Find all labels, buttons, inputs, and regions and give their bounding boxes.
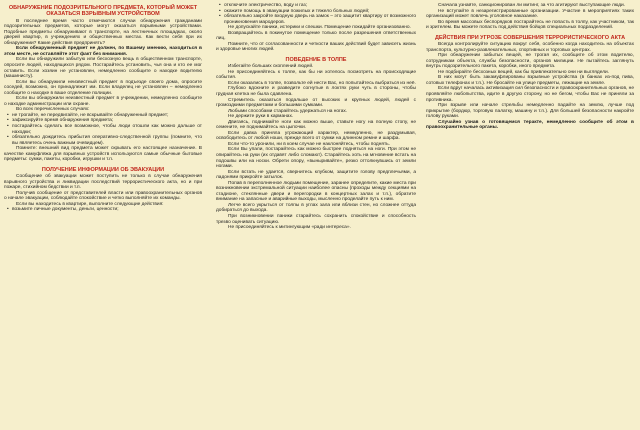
paragraph: Глубоко вдохните и разведите согнутые в локтях руки чуть в стороны, чтобы грудная клетка не была сдавлена. bbox=[216, 86, 416, 97]
paragraph: Не допускайте паники, истерики и спешки. Помещение покидайте организованно. bbox=[228, 25, 411, 31]
heading-suspicious-object: ОБНАРУЖЕНИЕ ПОДОЗРИТЕЛЬНОГО ПРЕДМЕТА, КОТОРЫЙ МОЖЕТ ОКАЗАТЬСЯ ВЗРЫВНЫМ УСТРОЙСТВОМ bbox=[8, 5, 198, 18]
heading-evacuation: ПОЛУЧЕНИЕ ИНФОРМАЦИИ ОБ ЭВАКУАЦИИ bbox=[41, 166, 165, 173]
paragraph: Стремитесь оказаться подальше от высоких и крупных людей, людей с громоздкими предметами и большими сумками. bbox=[216, 97, 416, 109]
paragraph: Если вы обнаружили неизвестный предмет в подъезде своего дома, опросите соседей, возможно, он принадлежит им. Если владелец не установлен – немедленно сообщите о находке в ваше отделение полиции. bbox=[4, 79, 202, 96]
heading-crowd-behavior: ПОВЕДЕНИЕ В ТОЛПЕ bbox=[285, 56, 347, 63]
paragraph: Если вы обнаружили неизвестный предмет в учреждении, немедленно сообщите о находке администрации или охране. bbox=[4, 96, 202, 107]
paragraph: Сообщение об эвакуации может поступить не только в случае обнаружения взрывного устройства и ликвидации последствий террористического акта, но и при пожаре, стихийном бедствии и т.п. bbox=[4, 174, 202, 191]
paragraph: Легче всего укрыться от толпы в углах зала или вблизи стен, но сложнее оттуда добираться до выхода. bbox=[216, 202, 416, 214]
paragraph: Если оказались в толпе, позвольте ей нести Вас, но попытайтесь выбраться из неё. bbox=[228, 80, 416, 86]
list-item: • окажите помощь в эвакуации пожилых и тяжело больных людей; bbox=[216, 9, 416, 15]
list-item: • обязательно закройте входную дверь на замок – это защитит квартиру от возможного проникновения мародеров. bbox=[216, 14, 416, 25]
paragraph: В последнее время часто отмечаются случаи обнаружения гражданами подозрительных предметов, которые могут оказаться взрывными устройствами. Подобные предметы обнаруживают в транспорте, на лестничных площадках, около дверей квартир, в учреждениях и общественных местах. Как вести себя при их обнаружении? Какие действия предпринять? bbox=[4, 18, 202, 46]
list-item: • зафиксируйте время обнаружения предмета; bbox=[4, 118, 202, 124]
paragraph: Если вы находитесь в квартире, выполните следующие действия: bbox=[16, 201, 164, 207]
paragraph: Избегайте больших скоплений людей. bbox=[228, 64, 314, 70]
paragraph: Не присоединяйтесь к митингующим «ради интереса». bbox=[228, 225, 351, 231]
paragraph: Если давка приняла угрожающий характер, немедленно, не раздумывая, освободитесь от любой ноши, прежде всего от сумки на длинном ремне и шарфа. bbox=[216, 130, 416, 142]
list-item: • возьмите личные документы, деньги, ценности; bbox=[4, 207, 202, 213]
paragraph: Если Вы упали, постарайтесь как можно быстрее подняться на ноги. При этом не опирайтесь на руки (их отдавят либо сломают). Старайтесь хоть на мгновение встать на подошвы или на носки. Обрети опору, «выныривайте», резко оттолкнувшись от земли ногами. bbox=[216, 147, 416, 170]
paragraph: Не подбирайте бесхозных вещей, как бы привлекательно они ни выглядели. bbox=[438, 69, 610, 75]
paragraph: Возвращайтесь в покинутое помещение только после разрешения ответственных лиц. bbox=[216, 30, 416, 42]
column-1 bbox=[4, 3, 202, 427]
paragraph: Любыми способами старайтесь удержаться на ногах. bbox=[228, 108, 348, 114]
paragraph: В них могут быть закамуфлированы взрывные устройства (в банках из-под пива, сотовых телефонах и т.п.). Не бросайте на улице предметы, лежащие на земле. bbox=[426, 75, 634, 86]
heading-terror-threat: ДЕЙСТВИЯ ПРИ УГРОЗЕ СОВЕРШЕНИЯ ТЕРРОРИСТИЧЕСКОГО АКТА bbox=[434, 34, 626, 41]
paragraph: Двигаясь, поднимайте ноги как можно выше, ставьте ногу на полную стопу, не семените, не поднимайтесь на цыпочки. bbox=[216, 119, 416, 131]
paragraph: При обнаружении забытых вещей, не трогая их, сообщите об этом водителю, сотрудникам объекта, службы безопасности, органов милиции. Не пытайтесь заглянуть внутрь подозрительного пакета, коробки, иного предмета. bbox=[426, 53, 634, 70]
paragraph-bold: Если обнаруженный предмет не должен, по Вашему мнению, находиться в этом месте, не оставляйте этот факт без внимания. bbox=[4, 46, 202, 57]
list-item: • постарайтесь сделать все возможное, чтобы люди отошли как можно дальше от находки; bbox=[4, 124, 202, 135]
paragraph: Не вступайте в незарегистрированные организации. Участие в мероприятиях таких организаций может повлечь уголовное наказание. bbox=[426, 8, 634, 20]
list-item: • отключите электричество, воду и газ; bbox=[216, 3, 416, 9]
paragraph: Если встать не удается, свернитесь клубком, защитите голову предплечьями, а ладонями прикройте затылок. bbox=[216, 169, 416, 181]
paragraph: Всегда контролируйте ситуацию вокруг себя, особенно когда находитесь на объектах транспорта, культурно-развлекательных, спортивных и торговых центрах. bbox=[426, 42, 634, 53]
paragraph: Если что-то уронили, ни в коем случае не наклоняйтесь, чтобы поднять. bbox=[228, 141, 390, 147]
paragraph: Во время массовых беспорядков постарайтесь не попасть в толпу, как участником, так и зрителем. Вы можете попасть под действия бойцов специальных подразделений. bbox=[426, 19, 634, 31]
paragraph: Во всех перечисленных случаях: bbox=[16, 107, 90, 113]
paragraph: Помните, что от согласованности и четкости ваших действий будет зависеть жизнь и здоровье многих людей. bbox=[216, 41, 416, 53]
paragraph: При взрыве или начале стрельбы немедленно падайте на землю, лучше под прикрытие (бордюр, торговую палатку, машину и т.п.). Для большей безопасности накройте голову руками. bbox=[426, 103, 634, 120]
column-3 bbox=[426, 3, 634, 427]
paragraph: Сначала узнайте, санкционирован ли митинг, за что агитируют выступающие люди. bbox=[438, 3, 626, 8]
paragraph-bold: Случайно узнав о готовящемся теракте, немедленно сообщите об этом в правоохранительные органы. bbox=[426, 119, 634, 131]
paragraph: Получив сообщение от представителей власти или правоохранительных органов о начале эвакуации, соблюдайте спокойствие и четко выполняйте их команды. bbox=[4, 190, 202, 202]
list-item: • не трогайте, не передвигайте, не вскрывайте обнаруженный предмет; bbox=[4, 113, 202, 119]
paragraph: Помните: внешний вид предмета может скрывать его настоящее назначение. В качестве камуфляжа для взрывных устройств используются самые обычные бытовые предметы: сумки, пакеты, коробки, игрушки и т.п. bbox=[4, 146, 202, 163]
paragraph: Не держите руки в карманах. bbox=[228, 114, 294, 120]
paragraph: Не присоединяйтесь к толпе, как бы ни хотелось посмотреть на происходящие события. bbox=[216, 69, 416, 81]
paragraph: Если вы обнаружили забытую или бесхозную вещь в общественном транспорте, опросите людей, находящихся рядом. Постарайтесь установить, чья она и кто ее мог оставить. Если хозяин не установлен, немедленно сообщите о находке водителю (машинисту). bbox=[4, 57, 202, 80]
list-item: • обязательно дождитесь прибытия оперативно-следственной группы (помните, что вы являетесь очень важным очевидцем). bbox=[4, 135, 202, 146]
column-2 bbox=[216, 3, 416, 427]
paragraph: При возникновении паники старайтесь сохранить спокойствие и способность трезво оценивать ситуацию. bbox=[216, 213, 416, 225]
paragraph: Попав в переполненное людьми помещение, заранее определите, какие места при возникновении экстремальной ситуации наиболее опасны (проходы между секциями на стадионе, стеклянные двери и перегородки в концертных залах и т.п.), обратите внимание на запасные и аварийные выходы, мысленно проделайте путь к ним. bbox=[216, 180, 416, 203]
paragraph: Если вдруг началась активизация сил безопасности и правоохранительных органов, не проявляйте любопытства, идите в другую сторону, но не бегом, чтобы Вас не приняли за противника. bbox=[426, 86, 634, 103]
